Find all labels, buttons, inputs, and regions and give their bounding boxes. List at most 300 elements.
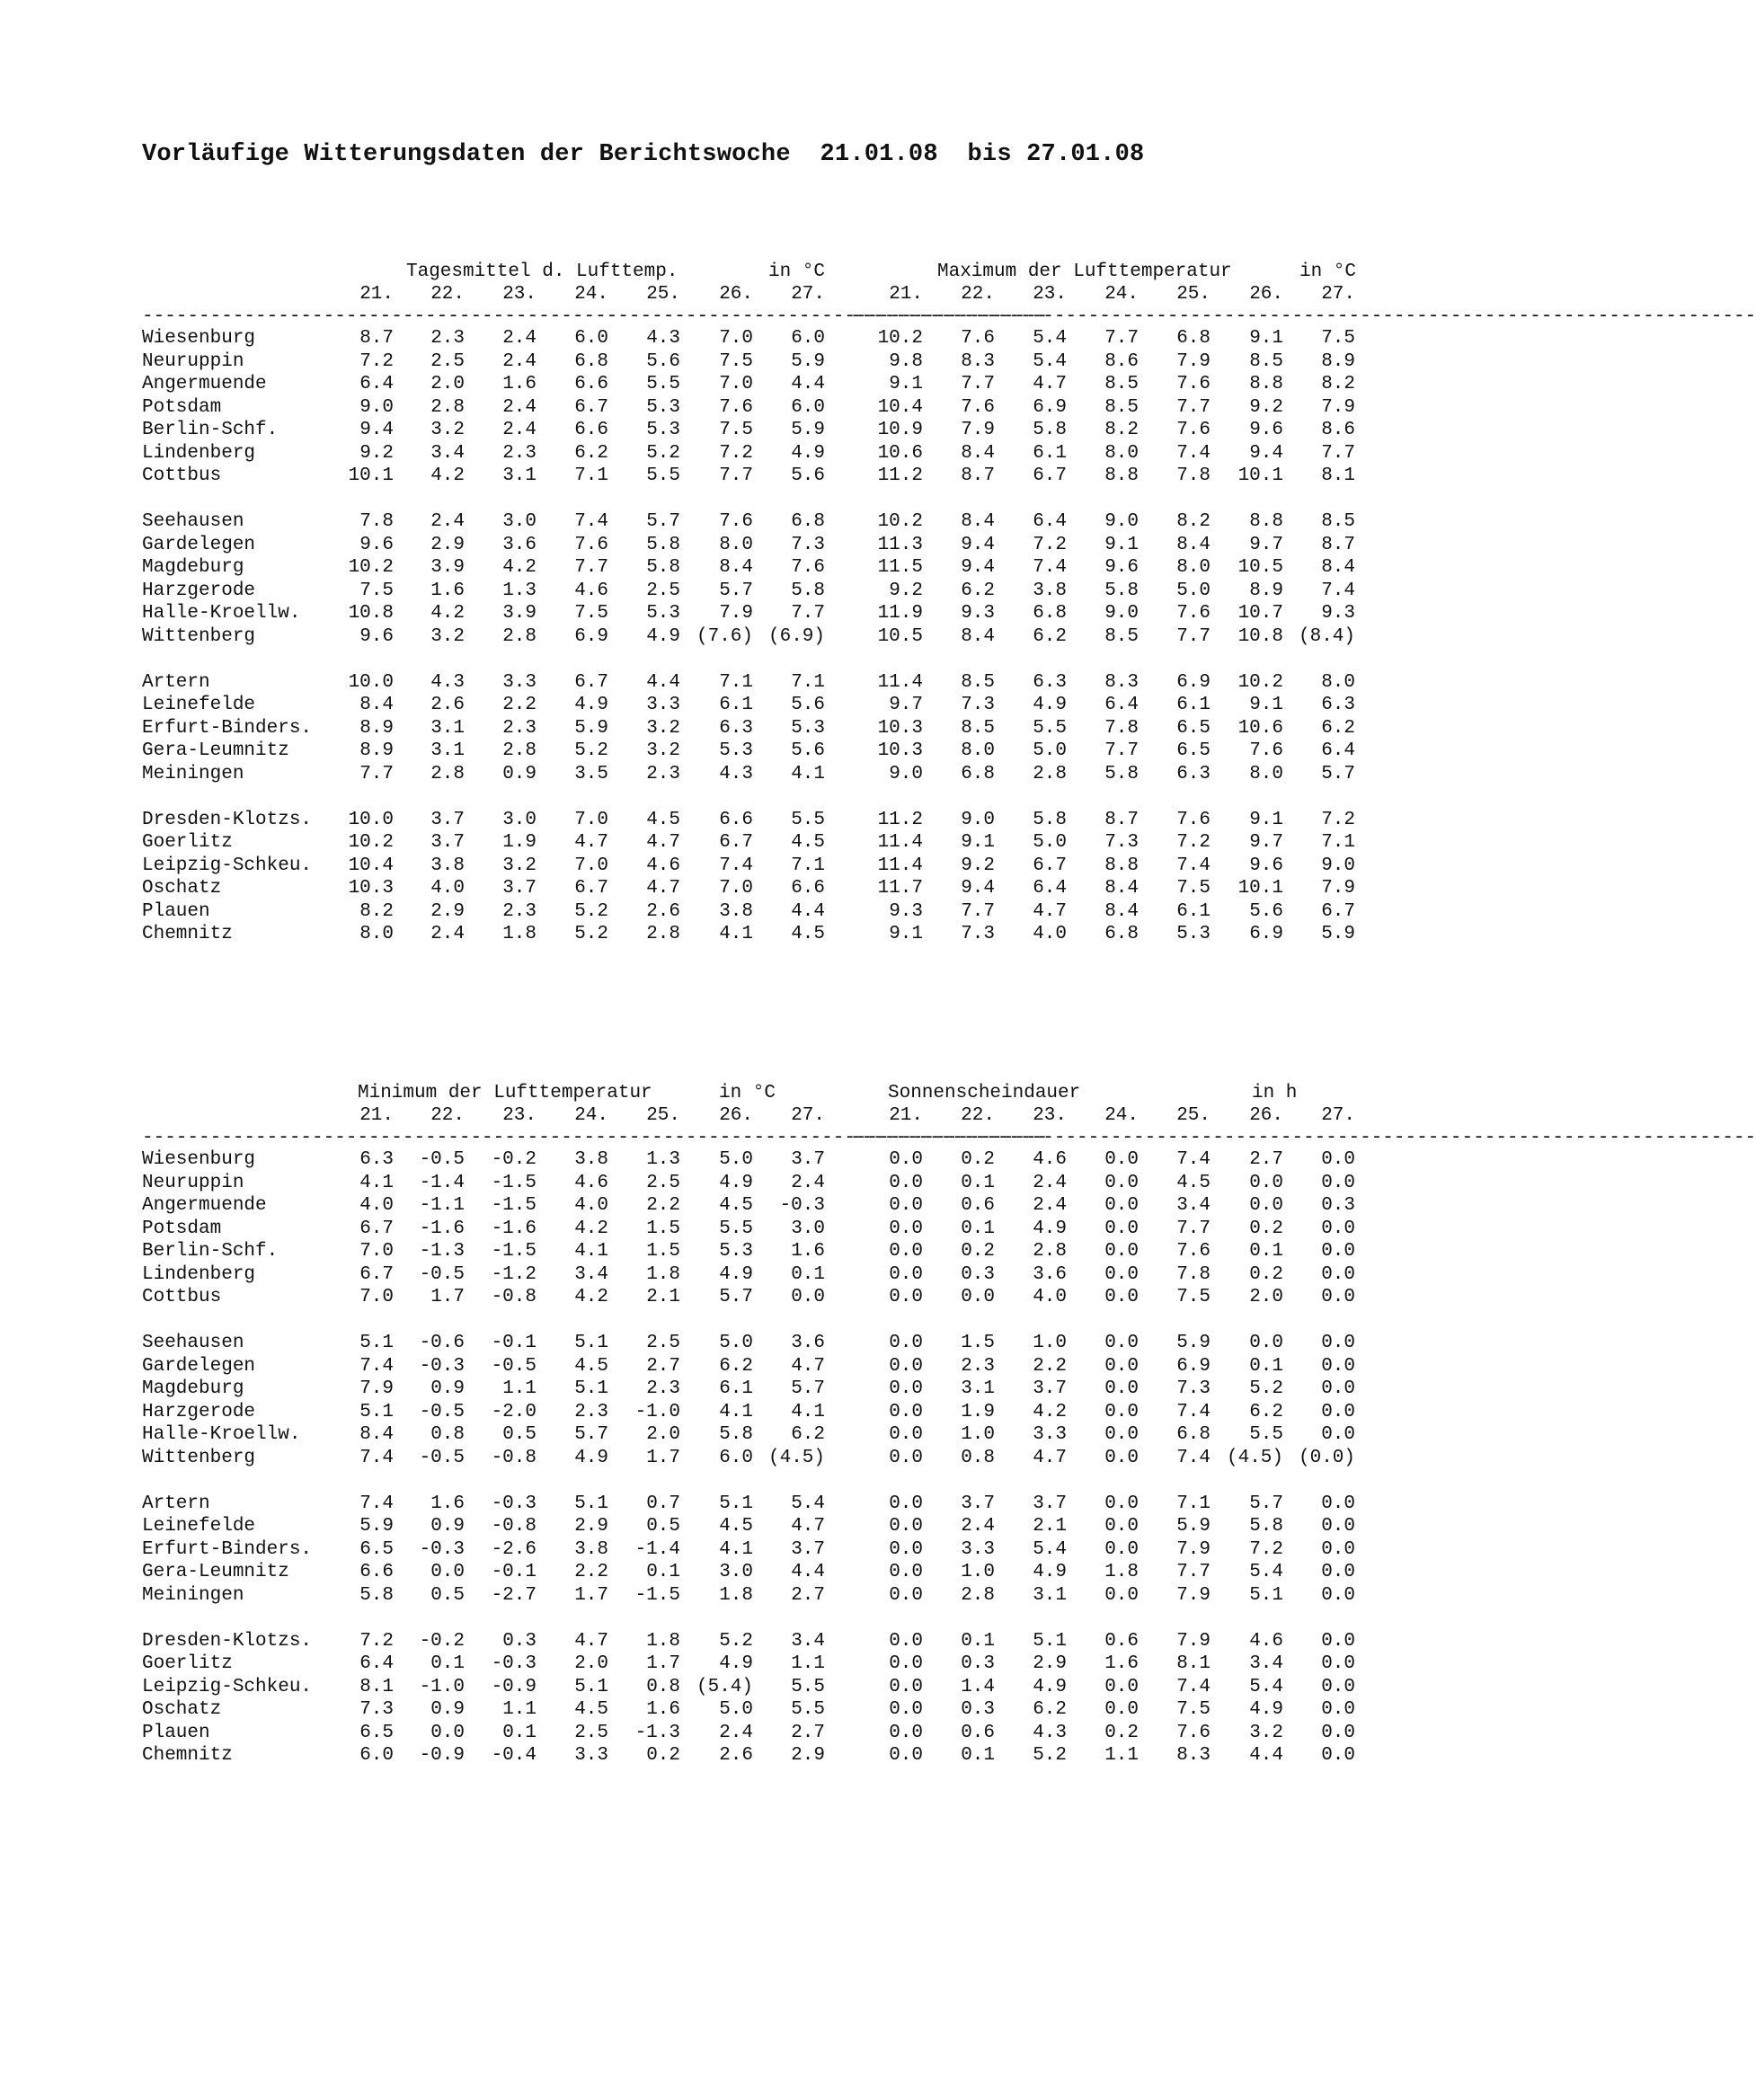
table-cell: 3.2 xyxy=(646,740,680,761)
table-cell: 6.7 xyxy=(574,671,608,693)
table-cell: 5.4 xyxy=(1249,1562,1283,1582)
table-cell: 7.7 xyxy=(1104,740,1139,761)
table-cell: 6.9 xyxy=(1033,396,1067,418)
table-cell: 0.0 xyxy=(1321,1149,1355,1170)
table-cell: 6.3 xyxy=(719,717,753,739)
table-cell: 6.9 xyxy=(1176,671,1211,693)
table-cell: 6.5 xyxy=(1176,717,1211,739)
table-cell: 0.1 xyxy=(961,1745,995,1766)
table-cell: 0.0 xyxy=(889,1241,923,1262)
table-cell: 0.0 xyxy=(889,1378,923,1399)
table-cell: 3.9 xyxy=(430,557,465,578)
table-cell: 7.7 xyxy=(1176,1562,1211,1582)
table-cell: (8.4) xyxy=(1298,625,1355,647)
table-cell: 10.8 xyxy=(348,603,394,624)
table-cell: 9.6 xyxy=(1249,855,1283,876)
table-cell: 5.6 xyxy=(791,695,825,715)
table-cell: 4.9 xyxy=(1033,695,1067,715)
table-cell: 3.0 xyxy=(502,809,537,830)
table-cell: -1.6 xyxy=(491,1218,537,1239)
table-cell: 0.0 xyxy=(889,1195,923,1216)
table-cell: 9.7 xyxy=(1249,534,1283,555)
station-name: Erfurt-Binders. xyxy=(142,717,313,739)
table-cell: 9.7 xyxy=(1249,832,1283,853)
table-cell: 6.4 xyxy=(1321,740,1355,761)
table-cell: 4.0 xyxy=(574,1195,608,1216)
table-cell: 3.8 xyxy=(574,1149,608,1170)
table-cell: 4.9 xyxy=(719,1172,753,1193)
table-cell: 6.4 xyxy=(359,374,394,394)
day-header: 24. xyxy=(1104,284,1139,305)
table-cell: 10.2 xyxy=(348,557,394,578)
table-cell: 7.2 xyxy=(359,350,394,372)
table-cell: 0.0 xyxy=(1249,1172,1283,1193)
table-cell: 1.8 xyxy=(646,1263,680,1285)
table-cell: 4.4 xyxy=(646,671,680,693)
table-cell: 0.3 xyxy=(961,1263,995,1285)
table-cell: 1.7 xyxy=(646,1653,680,1674)
table-cell: 10.5 xyxy=(1237,557,1283,578)
table-cell: 10.0 xyxy=(348,809,394,830)
table-cell: 8.4 xyxy=(359,695,394,715)
table-cell: 0.0 xyxy=(889,1424,923,1445)
table-cell: 3.8 xyxy=(574,1538,608,1560)
table-cell: 5.1 xyxy=(574,1493,608,1514)
table-cell: 2.3 xyxy=(961,1355,995,1377)
table-cell: 6.7 xyxy=(1033,855,1067,876)
day-header: 24. xyxy=(574,1105,608,1126)
table-cell: 7.7 xyxy=(791,603,825,624)
table-cell: 10.1 xyxy=(1237,465,1283,486)
table-cell: 4.0 xyxy=(1033,924,1067,944)
table-cell: 4.6 xyxy=(1249,1630,1283,1652)
table-cell: 7.5 xyxy=(1176,1699,1211,1720)
table-cell: 7.6 xyxy=(1176,809,1211,830)
table-cell: 10.2 xyxy=(877,511,923,532)
table-cell: 10.3 xyxy=(348,878,394,899)
table-cell: -1.6 xyxy=(419,1218,465,1239)
table-cell: 0.0 xyxy=(430,1722,465,1743)
table-cell: 0.0 xyxy=(1104,1333,1139,1353)
table-cell: 6.2 xyxy=(574,442,608,464)
table-cell: 8.6 xyxy=(1104,350,1139,372)
station-name: Leipzig-Schkeu. xyxy=(142,855,313,876)
table-cell: 0.6 xyxy=(1104,1630,1139,1652)
table-cell: 9.1 xyxy=(889,924,923,944)
table-cell: 6.6 xyxy=(574,374,608,394)
table-cell: 0.0 xyxy=(889,1516,923,1537)
table-cell: 8.2 xyxy=(359,900,394,922)
table-cell: 7.2 xyxy=(359,1630,394,1652)
station-name: Cottbus xyxy=(142,465,222,486)
table-cell: 7.6 xyxy=(1176,603,1211,624)
table-cell: 1.8 xyxy=(646,1630,680,1652)
table-cell: 2.8 xyxy=(502,740,537,761)
table-cell: 10.2 xyxy=(1237,671,1283,693)
table-cell: 1.7 xyxy=(574,1584,608,1606)
table-cell: 0.3 xyxy=(1321,1195,1355,1216)
table-cell: 0.0 xyxy=(889,1630,923,1652)
table-cell: 4.9 xyxy=(1033,1218,1067,1239)
table-cell: 7.0 xyxy=(574,855,608,876)
table-cell: 5.6 xyxy=(1249,900,1283,922)
table-cell: 0.6 xyxy=(961,1722,995,1743)
table-cell: 5.8 xyxy=(1033,809,1067,830)
table-cell: 2.5 xyxy=(646,1333,680,1353)
table-cell: 1.3 xyxy=(502,580,537,601)
table-cell: 5.3 xyxy=(1176,924,1211,944)
table-cell: 7.5 xyxy=(359,580,394,601)
table-cell: 8.7 xyxy=(1321,534,1355,555)
table-cell: 6.7 xyxy=(359,1263,394,1285)
table-cell: 7.4 xyxy=(359,1447,394,1468)
table-cell: -0.1 xyxy=(491,1562,537,1582)
table-cell: 7.1 xyxy=(1176,1493,1211,1514)
table-cell: 9.4 xyxy=(961,878,995,899)
table-cell: 6.7 xyxy=(574,396,608,418)
table-cell: 2.1 xyxy=(1033,1516,1067,1537)
table-cell: 0.2 xyxy=(961,1241,995,1262)
station-name: Angermuende xyxy=(142,374,267,394)
station-name: Wiesenburg xyxy=(142,328,256,349)
table-cell: 4.5 xyxy=(719,1516,753,1537)
table-cell: 6.9 xyxy=(1249,924,1283,944)
table-cell: 7.2 xyxy=(1176,832,1211,853)
table-cell: 8.0 xyxy=(719,534,753,555)
table-cell: 4.6 xyxy=(574,580,608,601)
table-cell: 0.0 xyxy=(1321,1172,1355,1193)
table-cell: 0.0 xyxy=(889,1149,923,1170)
table-cell: 7.8 xyxy=(359,511,394,532)
table-cell: 3.2 xyxy=(430,625,465,647)
table-cell: 10.0 xyxy=(348,671,394,693)
table-cell: 4.2 xyxy=(502,557,537,578)
table-cell: 7.5 xyxy=(1176,1287,1211,1307)
table-cell: 4.3 xyxy=(719,763,753,784)
table-cell: 1.9 xyxy=(961,1401,995,1422)
table-cell: 4.1 xyxy=(791,763,825,784)
table-cell: 6.2 xyxy=(719,1355,753,1377)
table-cell: 7.3 xyxy=(961,695,995,715)
table-cell: 8.0 xyxy=(1321,671,1355,693)
table-cell: 7.9 xyxy=(359,1378,394,1399)
table-cell: 2.4 xyxy=(961,1516,995,1537)
table-cell: 6.8 xyxy=(1104,924,1139,944)
table-cell: 9.4 xyxy=(961,534,995,555)
table-cell: 0.2 xyxy=(1249,1263,1283,1285)
table-cell: 4.7 xyxy=(1033,1447,1067,1468)
table-cell: 4.2 xyxy=(1033,1401,1067,1422)
table-cell: 0.1 xyxy=(961,1218,995,1239)
table-cell: 8.8 xyxy=(1249,511,1283,532)
table-cell: 5.8 xyxy=(791,580,825,601)
table-cell: 4.5 xyxy=(574,1355,608,1377)
table-cell: 11.7 xyxy=(877,878,923,899)
table-cell: 8.1 xyxy=(1176,1653,1211,1674)
table-cell: 7.4 xyxy=(1176,1149,1211,1170)
table-cell: 5.7 xyxy=(719,1287,753,1307)
table-cell: 3.9 xyxy=(502,603,537,624)
table-cell: -0.8 xyxy=(491,1516,537,1537)
day-header: 21. xyxy=(889,284,923,305)
left-unit: in °C xyxy=(768,261,826,282)
table-cell: 8.8 xyxy=(1104,465,1139,486)
table-cell: 0.0 xyxy=(1321,1538,1355,1560)
station-name: Potsdam xyxy=(142,396,222,418)
table-cell: 2.3 xyxy=(574,1401,608,1422)
table-cell: 3.6 xyxy=(1033,1263,1067,1285)
table-cell: 0.0 xyxy=(889,1447,923,1468)
right-heading: Maximum der Lufttemperatur xyxy=(937,261,1232,282)
table-cell: 2.4 xyxy=(719,1722,753,1743)
table-cell: 5.3 xyxy=(719,1241,753,1262)
table-cell: 0.0 xyxy=(889,1676,923,1697)
table-cell: 5.3 xyxy=(791,717,825,739)
table-cell: 8.9 xyxy=(359,717,394,739)
table-cell: 9.2 xyxy=(1249,396,1283,418)
table-cell: 4.5 xyxy=(574,1699,608,1720)
table-cell: 0.0 xyxy=(1321,1287,1355,1307)
table-cell: -0.5 xyxy=(419,1149,465,1170)
table-cell: 6.4 xyxy=(359,1653,394,1674)
table-cell: 5.2 xyxy=(1249,1378,1283,1399)
table-cell: 5.1 xyxy=(574,1676,608,1697)
table-cell: -1.3 xyxy=(419,1241,465,1262)
table-cell: 6.8 xyxy=(1176,1424,1211,1445)
table-cell: (4.5) xyxy=(767,1447,825,1468)
table-cell: 7.9 xyxy=(1176,1630,1211,1652)
table-cell: 10.7 xyxy=(1237,603,1283,624)
table-cell: 9.6 xyxy=(1104,557,1139,578)
station-name: Meiningen xyxy=(142,763,244,784)
table-cell: 3.3 xyxy=(1033,1424,1067,1445)
table-cell: 9.1 xyxy=(1249,328,1283,349)
table-cell: 3.3 xyxy=(502,671,537,693)
table-cell: 5.4 xyxy=(791,1493,825,1514)
table-cell: 8.8 xyxy=(1104,855,1139,876)
table-cell: -0.5 xyxy=(419,1263,465,1285)
table-cell: 7.1 xyxy=(791,671,825,693)
table-cell: 0.9 xyxy=(430,1516,465,1537)
table-cell: (7.6) xyxy=(696,625,753,647)
table-cell: 8.5 xyxy=(961,671,995,693)
table-cell: 4.9 xyxy=(1033,1562,1067,1582)
table-cell: 3.1 xyxy=(430,717,465,739)
table-cell: 7.7 xyxy=(1176,625,1211,647)
table-cell: 5.3 xyxy=(646,396,680,418)
table-cell: 4.7 xyxy=(574,832,608,853)
table-cell: 7.3 xyxy=(1104,832,1139,853)
table-cell: 0.0 xyxy=(1104,1263,1139,1285)
day-header: 25. xyxy=(646,1105,680,1126)
table-cell: 10.5 xyxy=(877,625,923,647)
table-cell: 0.0 xyxy=(1321,1333,1355,1353)
table-cell: 2.5 xyxy=(646,1172,680,1193)
table-cell: 10.6 xyxy=(877,442,923,464)
table-cell: 4.4 xyxy=(791,1562,825,1582)
table-cell: 1.1 xyxy=(502,1378,537,1399)
day-header: 21. xyxy=(359,284,394,305)
table-cell: -0.1 xyxy=(491,1333,537,1353)
table-cell: 3.4 xyxy=(1249,1653,1283,1674)
table-cell: 7.9 xyxy=(719,603,753,624)
day-header: 26. xyxy=(719,1105,753,1126)
table-cell: -0.3 xyxy=(491,1493,537,1514)
day-header: 23. xyxy=(502,1105,537,1126)
table-cell: 8.4 xyxy=(359,1424,394,1445)
table-cell: 7.4 xyxy=(719,855,753,876)
table-cell: 0.1 xyxy=(1249,1355,1283,1377)
table-cell: 2.8 xyxy=(961,1584,995,1606)
station-name: Artern xyxy=(142,1493,210,1514)
table-cell: -2.7 xyxy=(491,1584,537,1606)
table-cell: 4.6 xyxy=(1033,1149,1067,1170)
table-cell: 0.0 xyxy=(1104,1516,1139,1537)
table-cell: -0.3 xyxy=(419,1538,465,1560)
table-cell: 8.7 xyxy=(961,465,995,486)
left-unit: in °C xyxy=(719,1083,776,1103)
table-cell: 4.1 xyxy=(719,1538,753,1560)
table-cell: 5.1 xyxy=(359,1401,394,1422)
day-header: 22. xyxy=(430,1105,465,1126)
table-cell: 0.0 xyxy=(889,1562,923,1582)
table-cell: -0.8 xyxy=(491,1287,537,1307)
table-cell: 8.4 xyxy=(961,625,995,647)
table-cell: 6.4 xyxy=(1104,695,1139,715)
table-cell: 6.6 xyxy=(359,1562,394,1582)
station-name: Wittenberg xyxy=(142,1447,256,1468)
station-name: Gardelegen xyxy=(142,534,256,555)
table-cell: 0.9 xyxy=(430,1378,465,1399)
table-cell: 2.3 xyxy=(502,442,537,464)
table-cell: 2.9 xyxy=(1033,1653,1067,1674)
table-cell: 4.4 xyxy=(1249,1745,1283,1766)
table-cell: 4.7 xyxy=(1033,900,1067,922)
table-cell: 5.9 xyxy=(1176,1516,1211,1537)
table-cell: -1.5 xyxy=(491,1241,537,1262)
table-cell: 9.0 xyxy=(1104,603,1139,624)
table-cell: 0.0 xyxy=(1104,1172,1139,1193)
table-cell: 4.6 xyxy=(574,1172,608,1193)
table-cell: 5.4 xyxy=(1249,1676,1283,1697)
table-cell: 1.0 xyxy=(961,1562,995,1582)
table-cell: 4.9 xyxy=(646,625,680,647)
table-cell: 0.2 xyxy=(961,1149,995,1170)
table-cell: 6.0 xyxy=(574,328,608,349)
table-cell: 0.0 xyxy=(1104,1699,1139,1720)
table-cell: 0.1 xyxy=(791,1263,825,1285)
table-cell: 0.0 xyxy=(1321,1263,1355,1285)
table-cell: 0.0 xyxy=(1104,1584,1139,1606)
station-name: Artern xyxy=(142,671,210,693)
table-cell: 5.2 xyxy=(574,900,608,922)
table-cell: 5.1 xyxy=(1033,1630,1067,1652)
table-cell: 4.2 xyxy=(574,1218,608,1239)
table-cell: 0.1 xyxy=(961,1172,995,1193)
table-cell: 2.3 xyxy=(646,763,680,784)
table-cell: 6.8 xyxy=(791,511,825,532)
table-cell: 7.8 xyxy=(1176,465,1211,486)
table-cell: 7.5 xyxy=(719,350,753,372)
table-cell: -0.5 xyxy=(419,1447,465,1468)
table-cell: 0.0 xyxy=(1249,1195,1283,1216)
table-cell: 0.0 xyxy=(889,1584,923,1606)
table-cell: 8.9 xyxy=(1321,350,1355,372)
table-cell: 7.4 xyxy=(359,1355,394,1377)
table-cell: 8.8 xyxy=(1249,374,1283,394)
table-cell: 1.1 xyxy=(791,1653,825,1674)
day-header: 24. xyxy=(1104,1105,1139,1126)
table-cell: 8.5 xyxy=(1104,625,1139,647)
table-cell: 0.0 xyxy=(1321,1562,1355,1582)
day-header: 26. xyxy=(1249,1105,1283,1126)
table-cell: 0.0 xyxy=(1104,1401,1139,1422)
table-cell: 3.7 xyxy=(430,832,465,853)
table-cell: 7.8 xyxy=(1176,1263,1211,1285)
table-cell: 8.4 xyxy=(1176,534,1211,555)
table-cell: 7.5 xyxy=(719,420,753,440)
table-cell: 8.5 xyxy=(1249,350,1283,372)
table-cell: 0.0 xyxy=(430,1562,465,1582)
table-cell: 7.4 xyxy=(1176,1447,1211,1468)
table-cell: 5.2 xyxy=(646,442,680,464)
table-cell: 7.6 xyxy=(1249,740,1283,761)
table-cell: 8.3 xyxy=(961,350,995,372)
table-cell: 7.4 xyxy=(359,1493,394,1514)
table-cell: 0.0 xyxy=(1249,1333,1283,1353)
table-cell: 8.2 xyxy=(1176,511,1211,532)
day-header: 24. xyxy=(574,284,608,305)
table-cell: 2.9 xyxy=(791,1745,825,1766)
table-cell: 7.4 xyxy=(1176,442,1211,464)
table-cell: 9.2 xyxy=(961,855,995,876)
table-cell: 0.0 xyxy=(889,1333,923,1353)
table-cell: 4.5 xyxy=(791,924,825,944)
table-cell: 4.7 xyxy=(646,832,680,853)
table-cell: 5.9 xyxy=(791,350,825,372)
table-cell: 4.5 xyxy=(646,809,680,830)
table-cell: 0.0 xyxy=(889,1493,923,1514)
table-cell: 8.5 xyxy=(1104,396,1139,418)
table-cell: 5.4 xyxy=(1033,1538,1067,1560)
table-cell: 1.5 xyxy=(961,1333,995,1353)
table-cell: 8.0 xyxy=(1104,442,1139,464)
table-cell: 0.0 xyxy=(889,1653,923,1674)
table-cell: 0.0 xyxy=(889,1401,923,1422)
separator-right: -------------------------------------------------------------------------------- xyxy=(850,1128,1756,1148)
table-cell: -1.1 xyxy=(419,1195,465,1216)
table-cell: 2.2 xyxy=(646,1195,680,1216)
table-cell: 7.4 xyxy=(1033,557,1067,578)
table-cell: 2.4 xyxy=(430,924,465,944)
table-cell: 2.4 xyxy=(502,420,537,440)
table-cell: 5.7 xyxy=(574,1424,608,1445)
table-cell: (0.0) xyxy=(1298,1447,1355,1468)
table-cell: 1.8 xyxy=(502,924,537,944)
table-cell: 9.0 xyxy=(889,763,923,784)
day-header: 26. xyxy=(1249,284,1283,305)
table-cell: 9.1 xyxy=(1249,695,1283,715)
table-cell: 4.9 xyxy=(1249,1699,1283,1720)
day-header: 22. xyxy=(430,284,465,305)
station-name: Neuruppin xyxy=(142,1172,244,1193)
table-cell: 6.2 xyxy=(1033,1699,1067,1720)
table-cell: 0.1 xyxy=(1249,1241,1283,1262)
table-cell: 2.5 xyxy=(430,350,465,372)
table-cell: 9.6 xyxy=(359,534,394,555)
table-cell: 7.0 xyxy=(719,878,753,899)
table-cell: 3.7 xyxy=(791,1149,825,1170)
